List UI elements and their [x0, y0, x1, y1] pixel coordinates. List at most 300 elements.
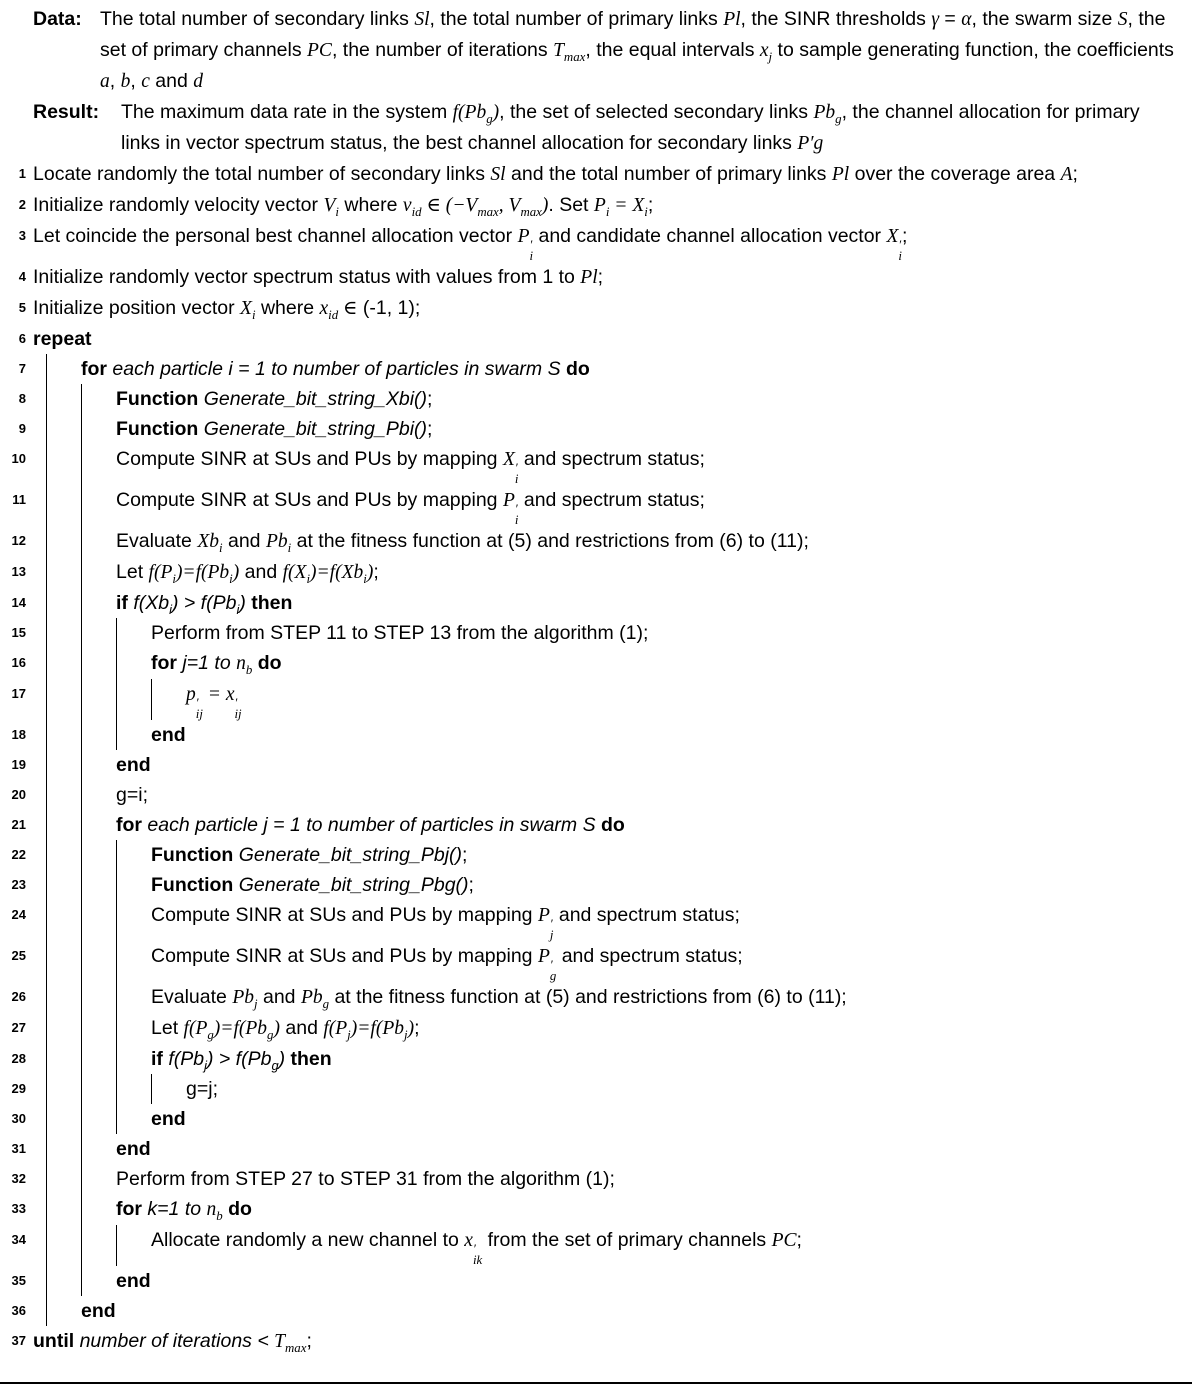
line-content	[151, 1104, 1180, 1134]
text-segment: Initialize randomly velocity vector	[33, 194, 324, 216]
text-segment: γ	[931, 9, 939, 30]
line-number: 31	[11, 1140, 26, 1156]
algorithm-line	[4, 1225, 1180, 1266]
indent-offset	[33, 557, 46, 588]
text-segment: )	[273, 1017, 280, 1039]
indent-rule	[46, 1164, 81, 1194]
line-number: 3	[18, 228, 26, 243]
text-segment: end	[116, 1269, 151, 1292]
algorithm-line	[4, 870, 1180, 900]
line-content	[151, 720, 1180, 750]
text-segment: Sl	[414, 9, 430, 30]
text-segment: Initialize randomly vector spectrum status with values from 1 to	[33, 265, 581, 288]
sup-sub-stack: ′ ij	[195, 695, 203, 721]
algorithm-line	[4, 1194, 1180, 1225]
indent-rule	[81, 750, 116, 780]
indent-rule	[116, 648, 151, 679]
indent-rule	[46, 1134, 81, 1164]
line-number: 2	[18, 197, 26, 212]
indent-rule	[81, 485, 116, 526]
text-segment: ;	[414, 1016, 420, 1039]
indent-offset	[33, 444, 46, 485]
line-content	[81, 1296, 1180, 1326]
indent-rule	[46, 1013, 81, 1044]
line-content	[116, 750, 1180, 780]
indent-offset	[33, 750, 46, 780]
algorithm-line	[4, 384, 1180, 414]
indent-rule	[116, 941, 151, 982]
sup-sub-stack: ′ i	[529, 238, 534, 264]
line-content	[116, 1194, 1180, 1225]
text-segment: , the equal intervals	[585, 39, 760, 61]
algorithm-line	[4, 720, 1180, 750]
result-label: Result:	[33, 101, 100, 123]
indent-rule	[46, 526, 81, 557]
text-segment: Let	[151, 1016, 184, 1039]
indent-rule	[81, 526, 116, 557]
text-segment: Compute SINR at SUs and PUs by mapping	[151, 903, 538, 926]
indent-rule	[46, 648, 81, 679]
text-segment: $X_i$	[240, 297, 256, 322]
text-segment: each particle j = 1 to number of particles in swarm S	[147, 813, 601, 836]
indent-rule	[46, 900, 81, 941]
indent-rule	[116, 900, 151, 941]
line-content	[151, 1225, 1180, 1266]
text-segment: Evaluate	[116, 529, 198, 552]
text-segment: ;	[901, 225, 908, 247]
text-segment: ;	[647, 194, 654, 216]
text-segment: PC	[771, 1229, 797, 1251]
line-content	[116, 1134, 1180, 1164]
indent-offset	[33, 414, 46, 444]
text-segment: k=1 to	[147, 1197, 207, 1220]
indent-offset	[33, 720, 46, 750]
algorithm-line	[4, 1164, 1180, 1194]
line-number: 23	[11, 876, 26, 892]
text-segment: PC	[307, 40, 332, 61]
indent-offset	[33, 1104, 46, 1134]
text-segment: ;	[427, 417, 433, 440]
indent-rule	[46, 485, 81, 526]
text-segment: , the set of selected secondary links	[499, 101, 814, 123]
data-text	[100, 4, 1180, 97]
text-segment: $T_{max}$	[553, 40, 586, 64]
algorithm-line	[4, 1074, 1180, 1104]
text-segment: Function	[116, 417, 204, 440]
text-segment: , the total number of primary links	[429, 8, 724, 30]
line-number: 36	[11, 1302, 26, 1318]
sup-sub-stack: ′ g	[549, 957, 557, 983]
text-segment: )$=f(Pb_j$	[350, 1017, 408, 1042]
text-segment: , the set of primary channels	[100, 8, 1166, 61]
indent-offset	[33, 840, 46, 870]
line-number: 15	[11, 624, 26, 640]
line-content	[116, 384, 1180, 414]
line-content	[33, 262, 1180, 293]
indent-offset	[33, 780, 46, 810]
text-segment: )$=f(Pb_i$	[175, 561, 233, 586]
algorithm-line	[4, 618, 1180, 648]
algorithm-line	[4, 588, 1180, 618]
text-segment: $Pb_g$	[813, 102, 842, 126]
line-content	[116, 1266, 1180, 1296]
indent-rule	[46, 354, 81, 384]
line-content	[116, 780, 1180, 810]
algorithm-line	[4, 1326, 1180, 1357]
indent-rule	[81, 870, 116, 900]
text-segment: end	[151, 1107, 186, 1130]
text-segment: ;	[373, 560, 379, 583]
line-number: 29	[11, 1080, 26, 1096]
text-segment: Evaluate	[151, 985, 233, 1008]
algorithm-line	[4, 1296, 1180, 1326]
text-segment: ,	[109, 70, 121, 92]
indent-rule	[46, 1104, 81, 1134]
line-content	[33, 190, 1180, 221]
indent-rule	[81, 1074, 116, 1104]
line-number: 4	[18, 268, 26, 284]
text-segment: then	[290, 1047, 332, 1070]
text-segment: Allocate randomly a new channel to	[151, 1228, 465, 1251]
line-content	[33, 221, 1180, 262]
text-segment: $f(Pb_j$	[168, 1047, 207, 1073]
text-segment: for	[116, 813, 148, 836]
text-segment: Perform from STEP 11 to STEP 13 from the algorithm (1);	[151, 621, 649, 644]
algorithm-line	[4, 414, 1180, 444]
text-segment: Locate randomly the total number of secondary links	[33, 163, 491, 185]
indent-offset	[33, 982, 46, 1013]
indent-offset	[33, 485, 46, 526]
line-number: 30	[11, 1110, 26, 1126]
text-segment: ∈	[338, 297, 358, 319]
indent-rule	[116, 870, 151, 900]
text-segment: $f(P_g$	[183, 1017, 214, 1042]
text-segment: $Xb_i$	[197, 530, 223, 555]
text-segment: ;	[468, 873, 474, 896]
indent-rule	[81, 840, 116, 870]
sup-sub-stack: ′ i	[514, 461, 519, 486]
text-segment: and	[222, 529, 266, 552]
algorithm-line	[4, 485, 1180, 526]
indent-rule	[81, 1164, 116, 1194]
text-segment: $f(X_i$	[282, 561, 311, 586]
indent-rule	[116, 679, 151, 720]
indent-offset	[33, 588, 46, 618]
text-segment: , $V_{max}$	[498, 195, 542, 219]
text-segment: and	[257, 985, 301, 1008]
indent-rule	[151, 1074, 186, 1104]
result-text	[121, 97, 1180, 159]
line-number: 11	[12, 491, 26, 507]
indent-rule	[46, 810, 81, 840]
indent-rule	[116, 982, 151, 1013]
text-segment: )$=f(Xb_i$	[310, 561, 367, 586]
line-content	[151, 900, 1180, 941]
indent-offset	[33, 1013, 46, 1044]
text-segment: end	[116, 1137, 151, 1160]
text-segment: then	[251, 591, 293, 614]
algorithm-line	[4, 1266, 1180, 1296]
line-content	[116, 810, 1180, 840]
indent-rule	[81, 780, 116, 810]
text-segment: $n_b$	[206, 1198, 223, 1223]
text-segment: Pl	[580, 266, 598, 288]
line-content	[186, 679, 1180, 720]
text-segment: x ′ ik	[464, 1229, 483, 1267]
indent-rule	[116, 720, 151, 750]
text-segment: Compute SINR at SUs and PUs by mapping	[116, 488, 503, 511]
line-number: 1	[18, 166, 26, 181]
line-content	[151, 982, 1180, 1013]
text-segment: Generate_bit_string_Xbi()	[203, 387, 428, 410]
algorithm-line	[4, 900, 1180, 941]
text-segment: )	[232, 561, 240, 583]
text-segment: end	[81, 1299, 116, 1322]
text-segment: P ′ j	[537, 904, 554, 942]
indent-offset	[33, 1074, 46, 1104]
text-segment: Perform from STEP 27 to STEP 31 from the algorithm (1);	[116, 1167, 615, 1190]
text-segment: $v_{id}$	[402, 195, 422, 219]
line-number: 5	[18, 299, 26, 315]
line-content	[116, 526, 1180, 557]
indent-rule	[81, 618, 116, 648]
line-content	[151, 648, 1180, 679]
line-number: 25	[11, 947, 26, 963]
line-content	[151, 840, 1180, 870]
indent-rule	[46, 384, 81, 414]
indent-rule	[81, 900, 116, 941]
line-content	[33, 324, 1180, 354]
algorithm-body	[4, 159, 1180, 1357]
text-segment: b	[120, 71, 131, 92]
text-segment: Let coincide the personal best channel allocation vector	[33, 225, 518, 247]
line-number: 19	[11, 756, 26, 772]
indent-offset	[33, 384, 46, 414]
text-segment: and spectrum status;	[518, 488, 705, 511]
text-segment: The maximum data rate in the system	[121, 101, 453, 123]
text-segment: from the set of primary channels	[482, 1228, 772, 1251]
text-segment: if	[151, 1047, 169, 1070]
sup-sub-stack: ′ i	[898, 238, 902, 264]
algorithm-line	[4, 324, 1180, 354]
indent-offset	[33, 648, 46, 679]
indent-offset	[33, 354, 46, 384]
indent-rule	[46, 840, 81, 870]
indent-rule	[116, 840, 151, 870]
text-segment: x ′ ij	[225, 683, 242, 721]
text-segment: d	[193, 71, 203, 92]
text-segment: ;	[796, 1228, 802, 1251]
indent-rule	[46, 1296, 81, 1326]
indent-offset	[33, 1134, 46, 1164]
indent-rule	[46, 1074, 81, 1104]
indent-rule	[81, 1194, 116, 1225]
line-content	[116, 557, 1180, 588]
text-segment: =	[202, 683, 226, 705]
text-segment: $x_{id}$	[319, 297, 339, 322]
text-segment: )	[407, 1017, 415, 1039]
text-segment: )$=f(Pb_g$	[213, 1017, 274, 1042]
text-segment: number of iterations <	[79, 1329, 275, 1352]
indent-rule	[46, 588, 81, 618]
indent-rule	[81, 1104, 116, 1134]
indent-rule	[116, 1104, 151, 1134]
algorithm-line	[4, 190, 1180, 221]
text-segment: )	[366, 561, 374, 583]
indent-rule	[81, 648, 116, 679]
line-number: 16	[11, 654, 26, 670]
text-segment: X ′ i	[886, 226, 902, 264]
text-segment: and	[279, 1016, 324, 1039]
sup-sub-stack: ′ j	[549, 916, 554, 942]
line-number: 7	[18, 360, 26, 376]
indent-rule	[81, 810, 116, 840]
text-segment: where	[338, 194, 403, 216]
indent-rule	[81, 679, 116, 720]
line-content	[33, 159, 1180, 190]
data-label: Data:	[33, 8, 82, 30]
indent-offset	[33, 618, 46, 648]
algorithm-line	[4, 750, 1180, 780]
text-segment: Generate_bit_string_Pbg()	[238, 873, 469, 896]
line-number: 13	[11, 563, 26, 579]
text-segment: to sample generating function, the coefficients	[772, 39, 1174, 61]
algorithm-line	[4, 354, 1180, 384]
text-segment: Function	[151, 873, 239, 896]
text-segment: Let	[116, 560, 149, 583]
indent-rule	[81, 1225, 116, 1266]
indent-rule	[46, 870, 81, 900]
indent-rule	[46, 1266, 81, 1296]
text-segment: P′g	[797, 133, 824, 154]
indent-rule	[116, 1225, 151, 1266]
text-segment: $f(P_j$	[323, 1017, 351, 1042]
text-segment: α	[961, 9, 972, 30]
text-segment: $T_{max}$	[274, 1330, 307, 1355]
line-number: 12	[11, 532, 26, 548]
text-segment: Compute SINR at SUs and PUs by mapping	[116, 447, 503, 470]
text-segment: Compute SINR at SUs and PUs by mapping	[151, 944, 538, 967]
algorithm-line	[4, 444, 1180, 485]
text-segment: ;	[462, 843, 468, 866]
text-segment: = $X_i$	[609, 195, 648, 219]
text-segment: at the fitness function at (5) and restrictions from (6) to (11);	[291, 529, 809, 552]
algorithm-line	[4, 810, 1180, 840]
indent-rule	[81, 1013, 116, 1044]
line-number: 28	[11, 1050, 26, 1066]
line-number: 18	[11, 726, 26, 742]
indent-rule	[81, 941, 116, 982]
indent-offset	[33, 1194, 46, 1225]
line-content	[116, 485, 1180, 526]
text-segment: , the swarm size	[971, 8, 1118, 30]
text-segment: $x_j$	[759, 40, 773, 64]
text-segment: and spectrum status;	[553, 903, 740, 926]
text-segment: and the total number of primary links	[505, 163, 832, 185]
text-segment: $f(Pb_g$	[452, 102, 493, 126]
sup-sub-stack: ′ ik	[472, 1241, 483, 1267]
text-segment: a	[100, 71, 110, 92]
line-number: 26	[11, 988, 26, 1004]
text-segment: P ′ i	[517, 226, 534, 264]
algorithm-line	[4, 1104, 1180, 1134]
indent-offset	[33, 870, 46, 900]
algorithm-line	[4, 1134, 1180, 1164]
line-content	[116, 1164, 1180, 1194]
algorithm-line	[4, 982, 1180, 1013]
text-segment: The total number of secondary links	[100, 8, 415, 30]
text-segment: and	[149, 70, 194, 92]
text-segment: Sl	[490, 164, 506, 185]
text-segment: and spectrum status;	[518, 447, 705, 470]
text-segment: S	[1117, 9, 1128, 30]
text-segment: repeat	[33, 327, 92, 350]
result-line	[33, 97, 1180, 159]
indent-offset	[33, 1044, 46, 1074]
text-segment: )	[492, 102, 500, 123]
indent-rule	[116, 1074, 151, 1104]
indent-rule	[116, 618, 151, 648]
line-number: 37	[11, 1332, 26, 1348]
indent-rule	[46, 750, 81, 780]
text-segment: ;	[1072, 163, 1078, 185]
text-segment: Initialize position vector	[33, 296, 241, 319]
line-number: 17	[11, 685, 26, 701]
indent-rule	[46, 414, 81, 444]
indent-offset	[33, 1164, 46, 1194]
line-content	[186, 1074, 1180, 1104]
algorithm-line	[4, 1013, 1180, 1044]
indent-rule	[46, 982, 81, 1013]
algorithm-line	[4, 526, 1180, 557]
text-segment: g=i;	[116, 783, 148, 806]
indent-rule	[81, 444, 116, 485]
text-segment: ) > $f(Pb_i$	[171, 591, 240, 617]
text-segment: ;	[427, 387, 433, 410]
line-content	[33, 293, 1180, 324]
line-content	[151, 870, 1180, 900]
text-segment: and	[239, 560, 283, 583]
indent-rule	[46, 1225, 81, 1266]
text-segment: ) > $f(Pb_g$	[206, 1047, 279, 1073]
line-number: 6	[18, 330, 26, 346]
line-number: 20	[11, 786, 26, 802]
line-number: 27	[11, 1019, 26, 1035]
line-content	[116, 414, 1180, 444]
line-content	[151, 1044, 1180, 1074]
indent-rule	[46, 557, 81, 588]
indent-rule	[46, 780, 81, 810]
text-segment: $n_b$	[236, 652, 253, 677]
text-segment: P ′ i	[502, 489, 519, 527]
line-number: 9	[18, 420, 26, 436]
line-content	[81, 354, 1180, 384]
text-segment: do	[566, 357, 590, 380]
indent-rule	[81, 1134, 116, 1164]
line-number: 21	[11, 816, 26, 832]
text-segment: for	[116, 1197, 148, 1220]
indent-offset	[33, 1225, 46, 1266]
indent-rule	[46, 1194, 81, 1225]
text-segment: Generate_bit_string_Pbj()	[238, 843, 463, 866]
text-segment: $Pb_g$	[300, 986, 330, 1011]
line-number: 22	[11, 846, 26, 862]
text-segment: ;	[306, 1329, 312, 1352]
text-segment: $Pb_j$	[232, 986, 258, 1011]
text-segment: , the number of iterations	[331, 39, 554, 61]
text-segment: and spectrum status;	[556, 944, 743, 967]
text-segment: p ′ ij	[186, 683, 203, 721]
